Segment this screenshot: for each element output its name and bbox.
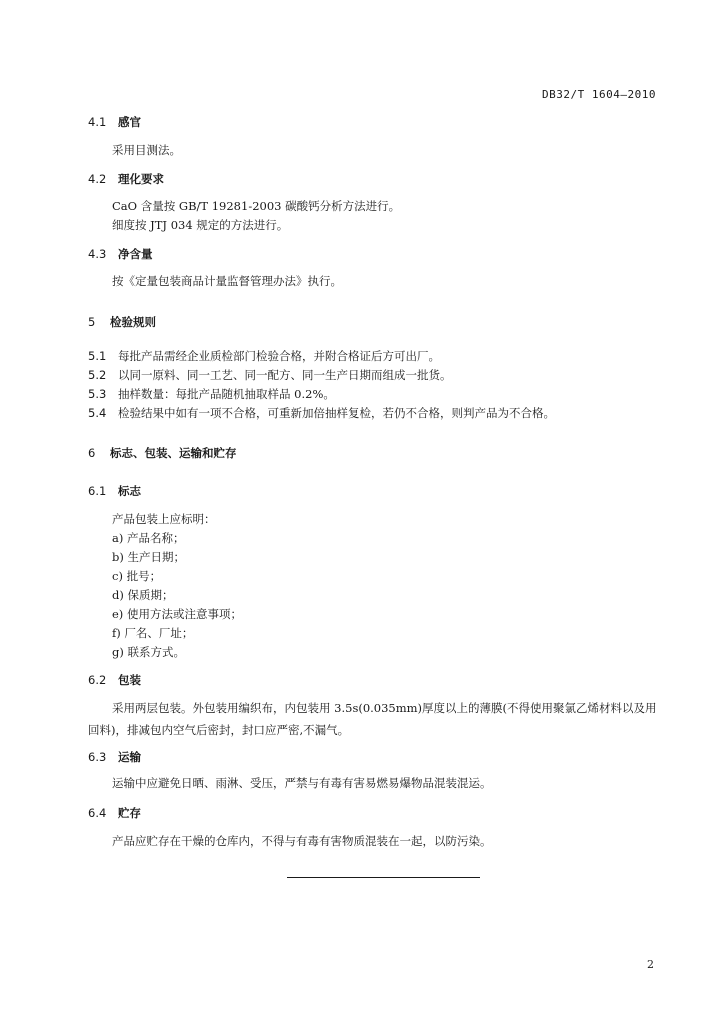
list-item: g) 联系方式。: [112, 645, 186, 659]
list-item: 5.2 以同一原料、同一工艺、同一配方、同一生产日期而组成一批货。: [88, 368, 452, 382]
list-item: 5.3 抽样数量：每批产品随机抽取样品 0.2%。: [88, 387, 335, 401]
section-6-2-heading: [88, 672, 141, 688]
list-item: 5.1 每批产品需经企业质检部门检验合格，并附合格证后方可出厂。: [88, 349, 440, 363]
section-6-heading: [88, 445, 237, 461]
section-5-heading: [88, 314, 156, 330]
section-6-2-text: 采用两层包装。外包装用编织布，内包装用 3.5s(0.035mm)厚度以上的薄膜(不得使用聚氯乙烯材料以及用回料)，排减包内空气后密封，封口应严密,不漏气。: [88, 701, 657, 737]
page-number: 2: [647, 958, 654, 971]
list-item: b) 生产日期；: [112, 550, 186, 564]
list-item: f) 厂名、厂址；: [112, 626, 194, 640]
section-title: 感官: [118, 115, 142, 129]
section-4-1-text: 采用目测法。: [112, 143, 181, 157]
section-number: 6.4: [88, 806, 107, 820]
document-code-header: DB32/T 1604—2010: [542, 88, 656, 101]
section-title: 理化要求: [118, 172, 165, 186]
list-item: d) 保质期；: [112, 588, 174, 602]
section-6-4-heading: [88, 805, 141, 821]
section-6-4-text: 产品应贮存在干燥的仓库内，不得与有毒有害物质混装在一起，以防污染。: [112, 834, 492, 848]
section-title: 包装: [118, 673, 142, 687]
list-item: 5.4 检验结果中如有一项不合格，可重新加倍抽样复检，若仍不合格，则判产品为不合格。: [88, 406, 555, 420]
section-number: 6.1: [88, 484, 107, 498]
list-item: e) 使用方法或注意事项；: [112, 607, 242, 621]
section-4-3-heading: [88, 246, 153, 262]
section-number: 6.2: [88, 673, 107, 687]
section-6-1-heading: [88, 483, 141, 499]
section-title: 运输: [118, 750, 142, 764]
section-6-3-heading: [88, 749, 141, 765]
section-number: 5: [88, 315, 96, 329]
section-title: 标志: [118, 484, 142, 498]
section-title: 检验规则: [110, 315, 157, 329]
section-6-3-text: 运输中应避免日晒、雨淋、受压，严禁与有毒有害易燃易爆物品混装混运。: [112, 776, 492, 790]
section-4-2-line-2: 细度按 JTJ 034 规定的方法进行。: [112, 218, 289, 232]
section-number: 6.3: [88, 750, 107, 764]
section-title: 标志、包装、运输和贮存: [110, 446, 237, 460]
section-number: 4.1: [88, 115, 107, 129]
list-item: c) 批号；: [112, 569, 162, 583]
end-rule: [287, 877, 480, 878]
section-4-1-heading: [88, 114, 141, 130]
section-title: 净含量: [118, 247, 153, 261]
list-item: a) 产品名称；: [112, 531, 185, 545]
section-4-2-line-1: CaO 含量按 GB/T 19281-2003 碳酸钙分析方法进行。: [112, 199, 401, 213]
section-number: 4.3: [88, 247, 107, 261]
section-6-1-intro: 产品包装上应标明：: [112, 512, 216, 526]
section-4-2-heading: [88, 171, 164, 187]
section-number: 6: [88, 446, 96, 460]
section-title: 贮存: [118, 806, 142, 820]
section-number: 4.2: [88, 172, 107, 186]
section-4-3-text: 按《定量包装商品计量监督管理办法》执行。: [112, 274, 342, 288]
